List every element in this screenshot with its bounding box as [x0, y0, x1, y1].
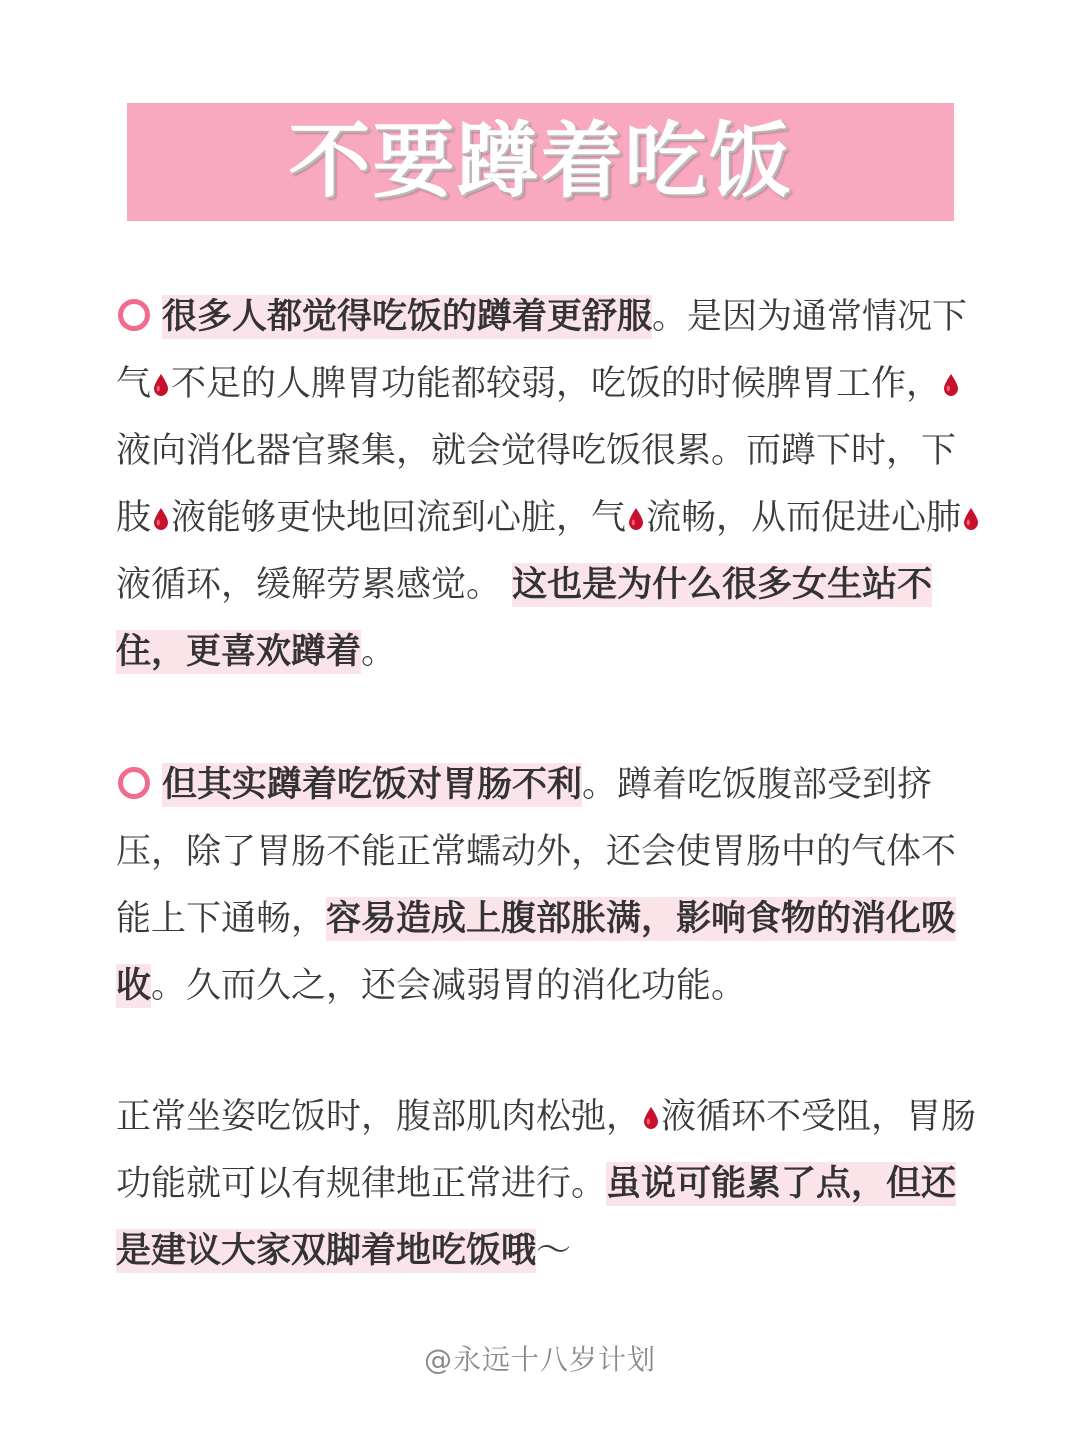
highlight-lead: 很多人都觉得吃饭的蹲着更舒服 [162, 297, 653, 337]
blood-drop-icon [153, 373, 169, 397]
text-segment: 。久而久之，还会减弱胃的消化功能。 [151, 966, 747, 1006]
highlight-end: 这也是为什么很多女生站不住，更喜欢蹲着 [116, 565, 933, 672]
highlight-mid: 容易造成上腹部胀满，影响食物的消化吸收 [116, 899, 957, 1006]
text-segment: 。蹲着吃饭腹部受到挤压，除了胃肠不能正常蠕动外，还会使胃肠中的气体不能上下通畅， [116, 765, 957, 939]
text-segment: 。 [361, 632, 397, 672]
text-segment: 液循环不受阻，胃肠功能就可以有规律地正常进行。 [116, 1097, 977, 1204]
text-segment: 不足的人脾胃功能都较弱，吃饭的时候脾胃工作， [171, 364, 942, 404]
text-segment: 液能够更快地回流到心脏，气 [171, 498, 627, 538]
circle-bullet-icon [118, 299, 150, 331]
blood-drop-icon [963, 507, 979, 531]
blood-drop-icon [153, 507, 169, 531]
title-banner [127, 103, 954, 221]
highlight-lead: 但其实蹲着吃饭对胃肠不利 [162, 765, 583, 805]
blood-drop-icon [628, 507, 644, 531]
text-segment: 液循环，缓解劳累感觉。 [116, 565, 502, 605]
blood-drop-icon [943, 373, 959, 397]
page-title: 不要蹲着吃饭 [288, 114, 793, 209]
text-segment: 正常坐姿吃饭时，腹部肌肉松弛， [116, 1097, 642, 1137]
paragraph-squatting-harm [116, 752, 986, 1020]
author-watermark: @永远十八岁计划 [423, 1343, 656, 1376]
blood-drop-icon [643, 1106, 659, 1130]
text-segment: 。是因为通常情况下气 [116, 297, 968, 404]
highlight-end: 虽说可能累了点，但还是建议大家双脚着地吃饭哦 [116, 1164, 957, 1271]
text-segment: 流畅，从而促进心肺 [646, 498, 962, 538]
paragraph-sitting-advice [116, 1084, 986, 1285]
text-segment: ～ [536, 1231, 572, 1271]
circle-bullet-icon [118, 767, 150, 799]
text-segment: 液向消化器官聚集，就会觉得吃饭很累。而蹲下时，下肢 [116, 431, 957, 538]
paragraph-squatting-comfort [116, 284, 986, 686]
